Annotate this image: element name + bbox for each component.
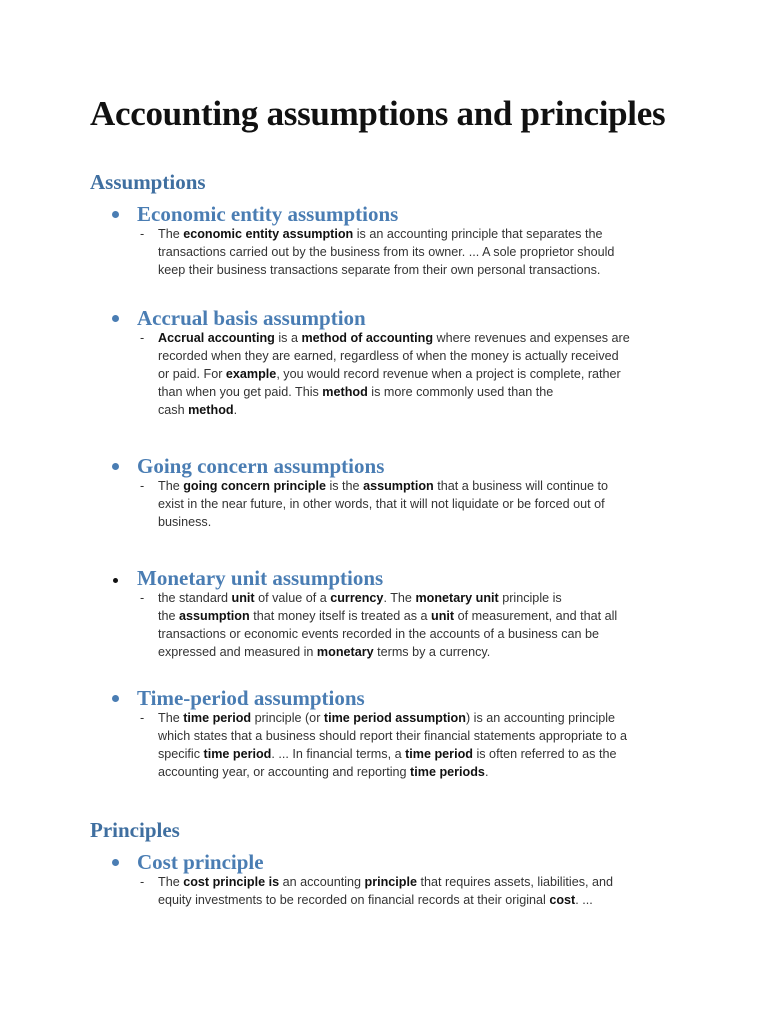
bold-term: monetary (316, 645, 374, 659)
text-segment: expressed and measured in (158, 645, 317, 659)
dash-marker: - (140, 875, 145, 889)
section-heading: Assumptions (90, 170, 206, 194)
bullet-icon (113, 578, 118, 583)
text-segment: that a business will continue to (433, 479, 609, 493)
text-segment: . (484, 765, 489, 779)
text-segment: is an accounting principle that separates the (353, 227, 603, 241)
text-segment: that requires assets, liabilities, and (417, 875, 614, 889)
text-segment: keep their business transactions separate from their own personal transactions. (158, 263, 601, 277)
item-heading-text: Economic entity assumptions (137, 202, 399, 226)
text-segment: than when you get paid. This (158, 385, 323, 399)
text-segment: is often referred to as the (472, 747, 617, 761)
bullet-icon (112, 695, 119, 702)
text-line (158, 625, 728, 643)
text-segment: ) is an accounting principle (465, 711, 616, 725)
text-line (158, 643, 728, 661)
item-description (108, 709, 728, 781)
list-item (108, 685, 728, 781)
list-item (108, 201, 728, 279)
text-segment: exist in the near future, in other words, that it will not liquidate or be forced out of (158, 497, 605, 511)
text-line (158, 261, 728, 279)
bullet-icon (112, 315, 119, 322)
text-line (158, 225, 728, 243)
text-segment: is more commonly used than the (367, 385, 554, 399)
section-heading: Principles (90, 818, 180, 842)
dash-marker: - (140, 227, 145, 241)
text-line (158, 763, 728, 781)
text-line (158, 365, 728, 383)
text-segment: terms by a currency. (373, 645, 491, 659)
item-description (108, 589, 728, 661)
bold-term: method of accounting (301, 331, 434, 345)
text-segment: an accounting (279, 875, 365, 889)
bold-term: example (225, 367, 277, 381)
text-segment: principle (or (251, 711, 324, 725)
list-item (108, 453, 728, 531)
list-item (108, 305, 728, 419)
text-segment: cash (158, 403, 189, 417)
bold-term: assumption (179, 609, 250, 623)
text-segment: . ... In financial terms, a (271, 747, 406, 761)
bold-term: going concern principle (183, 479, 326, 493)
bold-term: assumption (363, 479, 434, 493)
bold-term: time period (405, 747, 473, 761)
dash-marker: - (140, 711, 145, 725)
text-line (158, 745, 728, 763)
item-description (108, 873, 728, 909)
text-line (158, 495, 728, 513)
bold-term: Accrual accounting (158, 331, 275, 345)
text-segment: the (158, 609, 180, 623)
bold-term: cost (549, 893, 576, 907)
bullet-icon (112, 463, 119, 470)
text-segment: is a (274, 331, 302, 345)
dash-marker: - (140, 591, 145, 605)
bold-term: method (188, 403, 234, 417)
item-heading-text: Going concern assumptions (137, 454, 385, 478)
item-heading-text: Accrual basis assumption (137, 306, 366, 330)
bold-term: principle (364, 875, 417, 889)
bold-term: unit (231, 591, 255, 605)
item-heading (108, 565, 728, 591)
text-segment: The (158, 479, 184, 493)
text-segment: . The (383, 591, 416, 605)
item-description (108, 477, 728, 531)
text-line (158, 347, 728, 365)
bullet-icon (112, 211, 119, 218)
text-segment: recorded when they are earned, regardless of when the money is actually received (158, 349, 619, 363)
text-segment: of value of a (254, 591, 331, 605)
text-segment: equity investments to be recorded on financial records at their original (158, 893, 550, 907)
bold-term: cost principle is (183, 875, 280, 889)
text-line (158, 477, 728, 495)
item-heading (108, 849, 728, 875)
text-segment: . (233, 403, 238, 417)
text-line (158, 513, 728, 531)
list-item (108, 849, 728, 909)
bold-term: time period (203, 747, 272, 761)
text-line (158, 401, 728, 419)
item-heading-text: Cost principle (137, 850, 264, 874)
text-segment: . ... (575, 893, 593, 907)
text-segment: which states that a business should report their financial statements appropriate to a (158, 729, 628, 743)
text-segment: business. (158, 515, 212, 529)
bold-term: unit (431, 609, 455, 623)
bold-term: time periods (410, 765, 485, 779)
item-heading (108, 305, 728, 331)
text-segment: The (158, 227, 184, 241)
item-heading-text: Time-period assumptions (137, 686, 365, 710)
text-segment: principle is (498, 591, 562, 605)
item-heading (108, 685, 728, 711)
text-line (158, 589, 728, 607)
text-line (158, 709, 728, 727)
item-heading (108, 201, 728, 227)
text-segment: The (158, 875, 184, 889)
text-segment: specific (158, 747, 204, 761)
bold-term: currency (330, 591, 384, 605)
bullet-icon (112, 859, 119, 866)
text-segment: transactions carried out by the business from its owner. ... A sole proprietor should (158, 245, 615, 259)
text-line (158, 727, 728, 745)
document-title: Accounting assumptions and principles (90, 94, 666, 133)
text-segment: or paid. For (158, 367, 226, 381)
text-segment: The (158, 711, 184, 725)
text-segment: is the (325, 479, 364, 493)
dash-marker: - (140, 479, 145, 493)
text-segment: transactions or economic events recorded in the accounts of a business can be (158, 627, 600, 641)
text-line (158, 891, 728, 909)
text-segment: of measurement, and that all (454, 609, 618, 623)
item-description (108, 329, 728, 419)
text-segment: the standard (158, 591, 232, 605)
bold-term: monetary unit (415, 591, 499, 605)
text-line (158, 383, 728, 401)
list-item (108, 565, 728, 661)
item-heading (108, 453, 728, 479)
text-line (158, 329, 728, 347)
item-heading-text: Monetary unit assumptions (137, 566, 384, 590)
bold-term: economic entity assumption (183, 227, 354, 241)
dash-marker: - (140, 331, 145, 345)
bold-term: time period assumption (323, 711, 466, 725)
text-segment: accounting year, or accounting and reporting (158, 765, 411, 779)
text-line (158, 607, 728, 625)
bold-term: method (322, 385, 368, 399)
bold-term: time period (183, 711, 252, 725)
item-description (108, 225, 728, 279)
text-line (158, 243, 728, 261)
text-segment: that money itself is treated as a (249, 609, 432, 623)
text-segment: , you would record revenue when a project is complete, rather (276, 367, 621, 381)
text-segment: where revenues and expenses are (433, 331, 630, 345)
text-line (158, 873, 728, 891)
